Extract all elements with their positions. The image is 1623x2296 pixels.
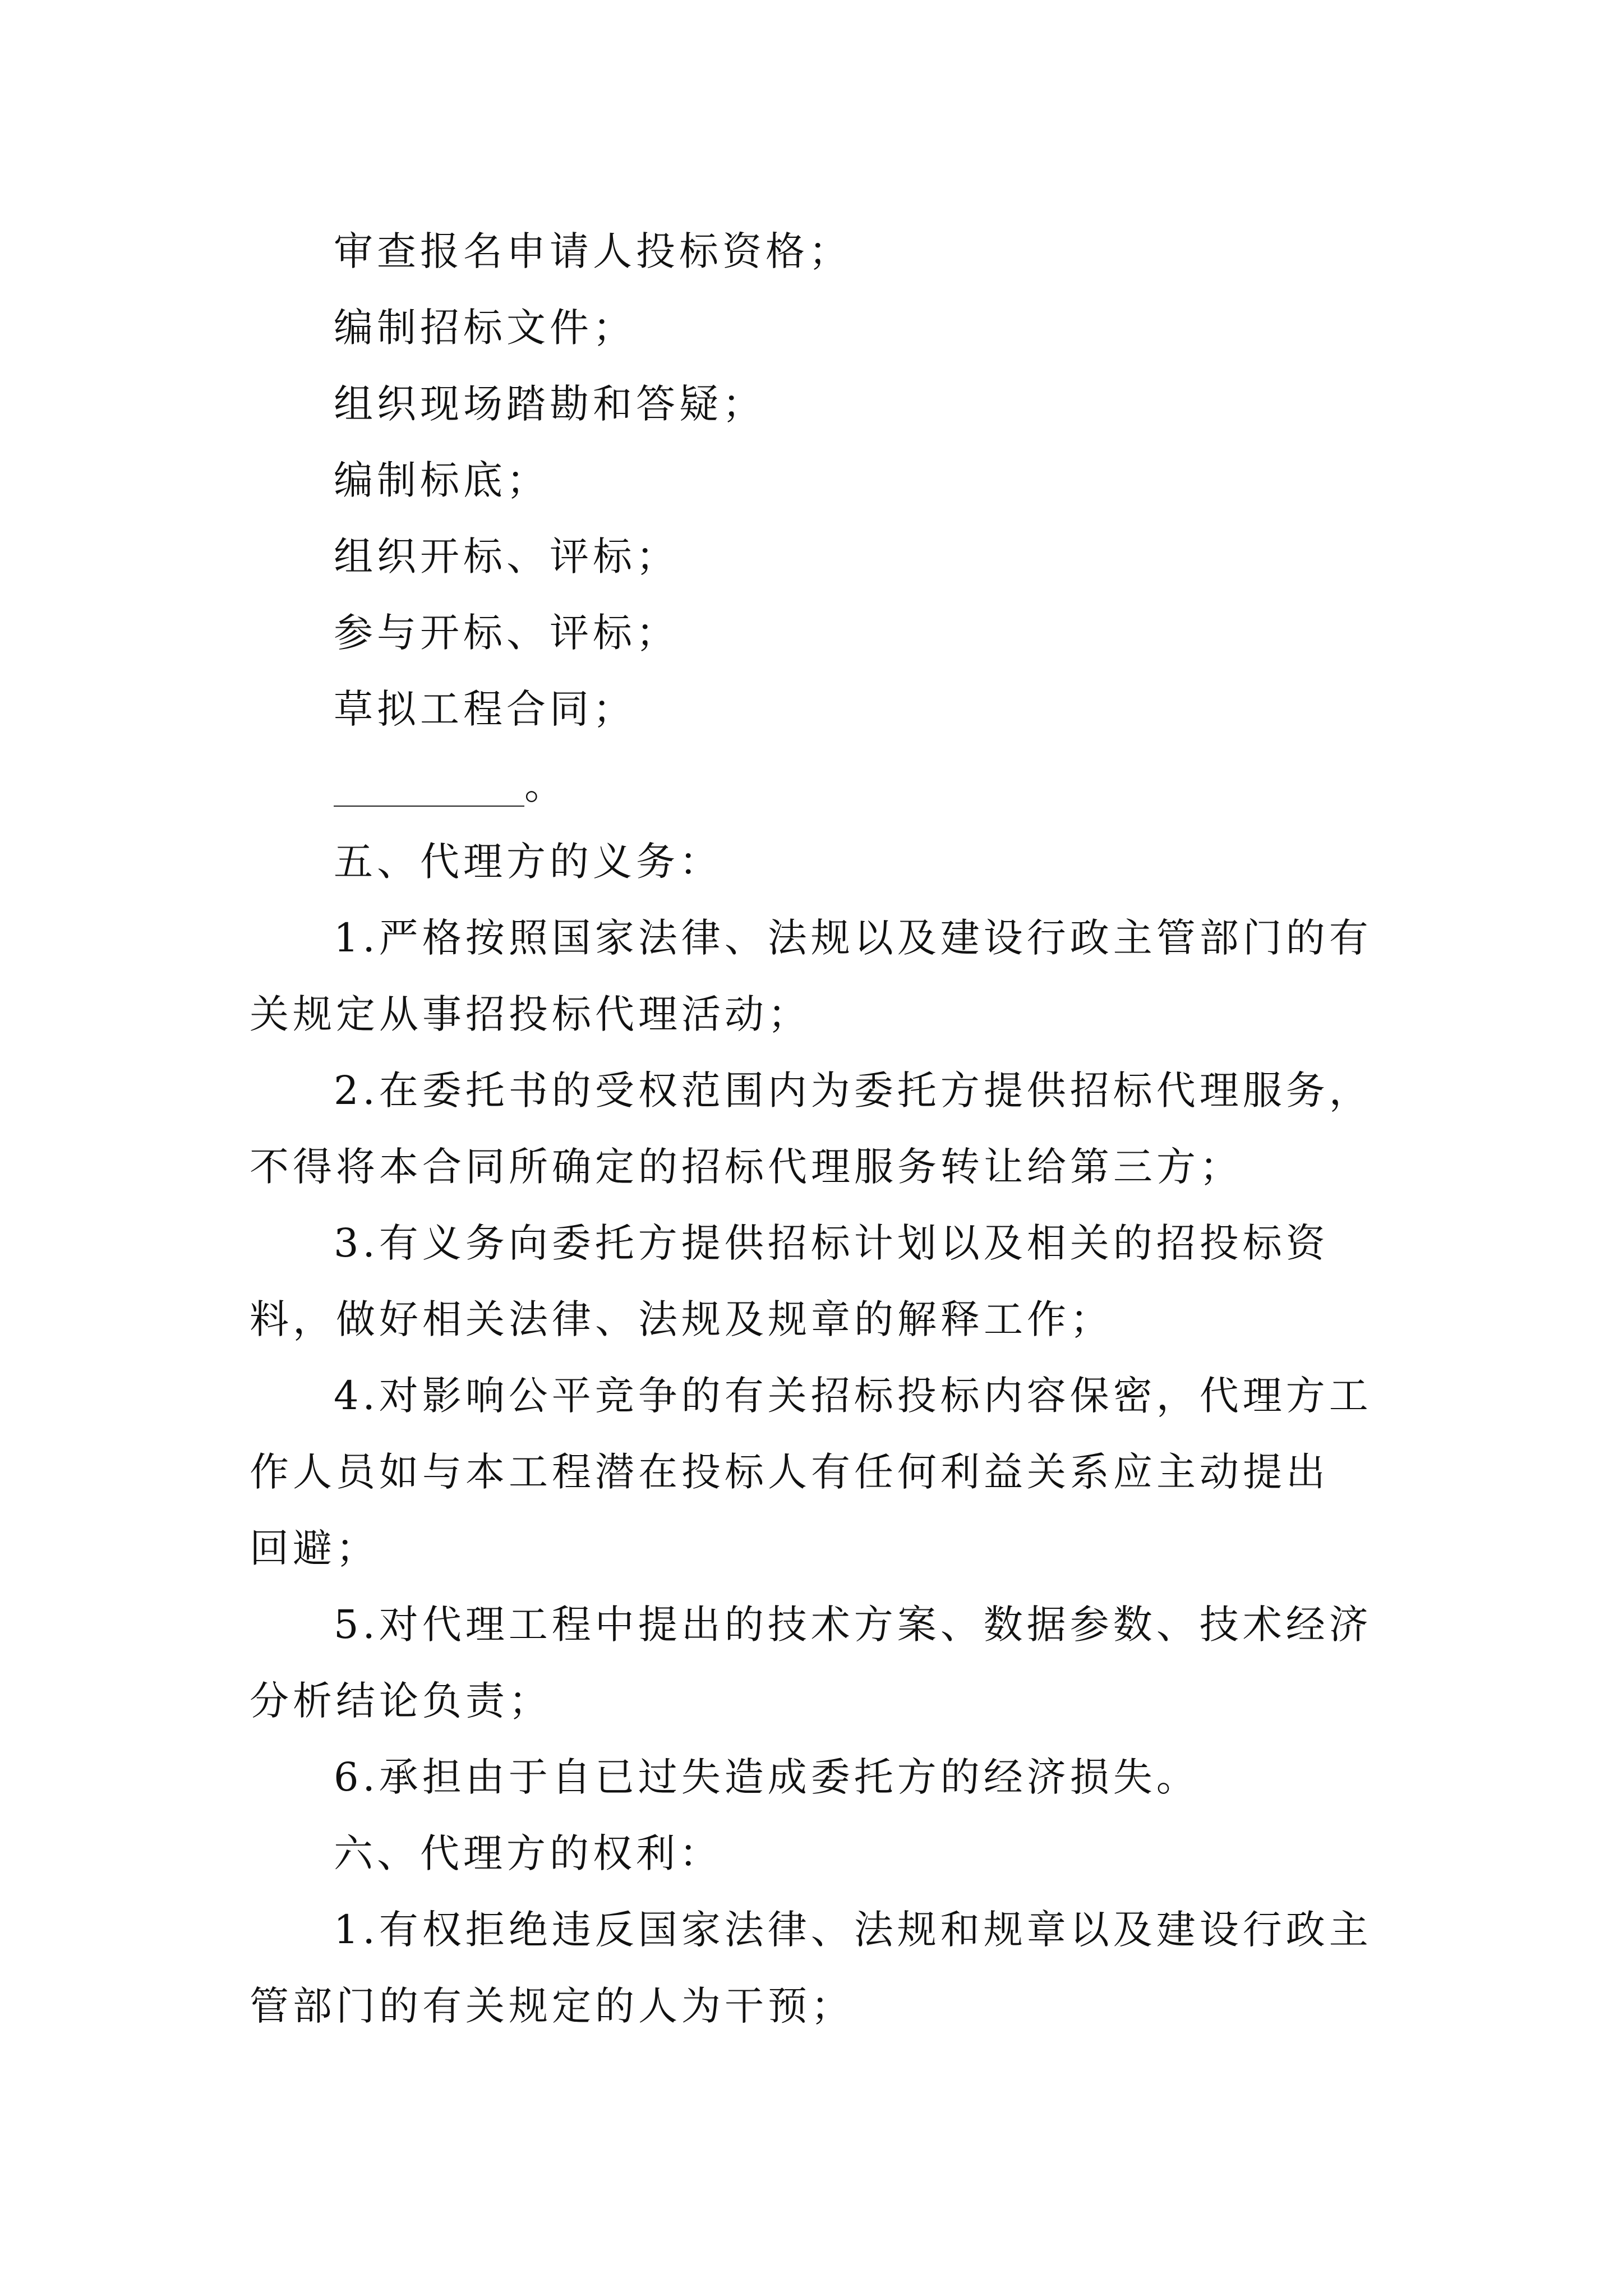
list-item: 编制招标文件； bbox=[334, 305, 636, 351]
blank-underline bbox=[334, 806, 524, 807]
list-item: 组织开标、评标； bbox=[334, 533, 679, 579]
paragraph-line: 分析结论负责； bbox=[250, 1678, 552, 1724]
paragraph-line: 1.严格按照国家法律、法规以及建设行政主管部门的有 bbox=[334, 915, 1372, 961]
paragraph-line: 1.有权拒绝违反国家法律、法规和规章以及建设行政主 bbox=[334, 1907, 1372, 1953]
section-heading: 五、代理方的义务： bbox=[334, 839, 722, 885]
blank-end-punctuation: 。 bbox=[524, 762, 564, 808]
paragraph-line: 4.对影响公平竞争的有关招标投标内容保密，代理方工 bbox=[334, 1373, 1372, 1419]
paragraph-line: 5.对代理工程中提出的技术方案、数据参数、技术经济 bbox=[334, 1602, 1372, 1648]
paragraph-line: 2.在委托书的受权范围内为委托方提供招标代理服务， bbox=[334, 1068, 1372, 1114]
paragraph-line: 6.承担由于自已过失造成委托方的经济损失。 bbox=[334, 1754, 1200, 1800]
fill-in-blank-line bbox=[250, 747, 1382, 823]
section-heading: 六、代理方的权利： bbox=[334, 1830, 722, 1876]
paragraph-line: 料，做好相关法律、法规及规章的解释工作； bbox=[250, 1296, 1113, 1342]
list-item: 组织现场踏勘和答疑； bbox=[334, 381, 766, 427]
paragraph-line: 3.有义务向委托方提供招标计划以及相关的招投标资 bbox=[334, 1220, 1329, 1266]
list-item: 编制标底； bbox=[334, 457, 550, 503]
list-item: 审查报名申请人投标资格； bbox=[334, 228, 852, 274]
paragraph-line: 管部门的有关规定的人为干预； bbox=[250, 1983, 854, 2029]
list-item: 参与开标、评标； bbox=[334, 610, 679, 656]
paragraph-line: 回避； bbox=[250, 1525, 379, 1571]
list-item: 草拟工程合同； bbox=[334, 686, 636, 732]
paragraph-line: 作人员如与本工程潜在投标人有任何利益关系应主动提出 bbox=[250, 1449, 1329, 1495]
paragraph-line: 关规定从事招投标代理活动； bbox=[250, 991, 811, 1037]
document-body bbox=[250, 213, 1382, 2044]
paragraph-line: 不得将本合同所确定的招标代理服务转让给第三方； bbox=[250, 1144, 1243, 1190]
